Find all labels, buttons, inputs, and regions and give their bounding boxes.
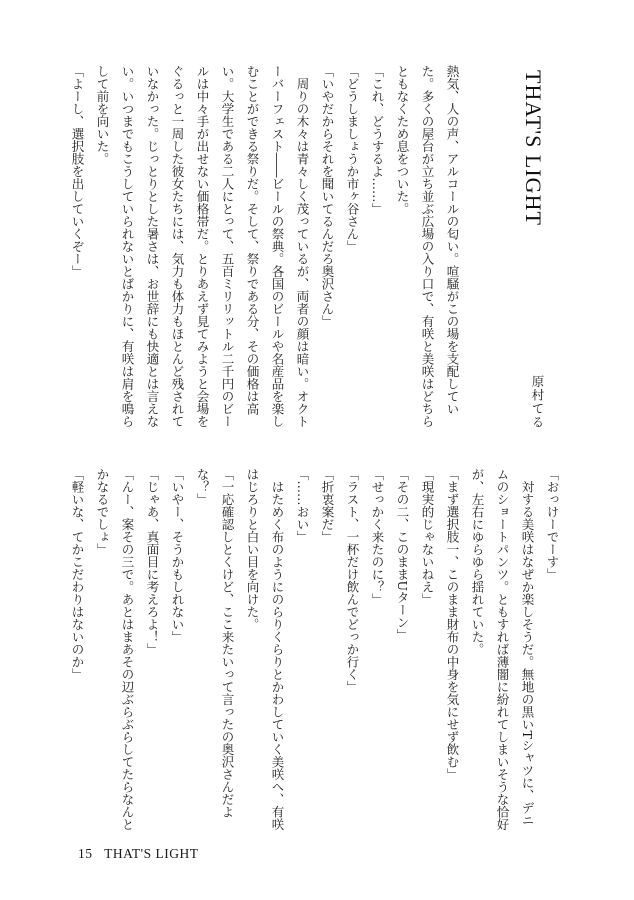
text-line: いなかった。じっとりとした暑さは、お世辞にも快適とは言えな [145,65,160,428]
text-line: 「いやだからそれを聞いてるんだろ奥沢さん」 [320,65,335,328]
text-line: ムのショートパンツ。ともすれば薄闇に紛れてしまいそうな恰好 [495,468,510,831]
text-line: 「おっけーでーす」 [545,468,560,581]
text-line: た。多くの屋台が立ち並ぶ広場の入り口で、有咲と美咲はどちら [420,65,435,428]
text-line: 「よーし、選択肢を出していくぞー」 [70,65,85,278]
text-line: い。大学生である二人にとって、五百ミリリットル二千円のビー [220,65,235,428]
text-line: 「じゃあ、真面目に考えろよ！」 [145,468,160,656]
text-line: 「いやー、そうかもしれない」 [170,468,185,643]
text-line: むことができる祭りだ。そして、祭りである分、その価格は高 [245,65,260,415]
text-line: ともなくため息をついた。 [395,65,410,215]
text-line: かなるでしょ」 [95,468,110,556]
story-title: THAT'S LIGHT [521,70,546,226]
text-line: 「まず選択肢一、このまま財布の中身を気にせず飲む」 [445,468,460,781]
text-line: 「軽いな、てかこだわりはないのか」 [70,468,85,681]
text-line: が、左右にゆらゆら揺れていた。 [470,468,485,656]
text-line: して前を向いた。 [95,65,110,165]
text-line: 「折衷案だ」 [320,468,335,543]
text-line: はじろりと白い目を向けた。 [245,468,260,631]
text-line: 「せっかく来たのに？」 [370,468,385,606]
text-line: 「んー、案その三で。あとはまあその辺ぶらぶらしてたらなんと [120,468,135,831]
text-line: 周りの木々は青々しく茂っているが、両者の顔は暗い。オクト [295,65,310,428]
text-line: 「どうしましょうか市ヶ谷さん」 [345,65,360,253]
text-line: 「これ、どうするよ……」 [370,65,385,215]
upper-text-block [70,65,465,428]
text-line: はためく布のようにのらりくらりとかわしていく美咲へ、有咲 [270,468,285,831]
running-title: THAT'S LIGHT [104,846,199,861]
text-line: な？」 [195,468,210,506]
text-line: 「現実的じゃないねえ」 [420,468,435,606]
text-line: 対する美咲はなぜか楽しそうだ。無地の黒いTシャツに、デニ [520,468,535,827]
text-line: ルは中々手が出せない価格帯だ。とりあえず見てみようと会場を [195,65,210,428]
lower-text-block [70,468,565,831]
text-line: 「一応確認しとくけど、ここ来たいって言ったの奥沢さんだよ [220,468,235,818]
text-line: ぐるっと一周した彼女たちには、気力も体力もほとんど残されて [170,65,185,428]
page-number: 15 [78,846,93,861]
author-name: 原村てる [530,375,545,429]
text-line: ーバーフェスト――ビールの祭典。各国のビールや名産品を楽し [270,65,285,428]
text-line: 「ラスト、一杯だけ飲んでどっか行く」 [345,468,360,693]
page-footer [78,846,198,862]
text-line: 熱気、人の声、アルコールの匂い。喧騒がこの場を支配してい [445,65,460,415]
text-line: 「……おい」 [295,468,310,543]
text-line: い。いつまでもこうしていられないとばかりに、有咲は肩を鳴ら [120,65,135,428]
text-line: 「その二、このままUターン」 [395,468,410,642]
